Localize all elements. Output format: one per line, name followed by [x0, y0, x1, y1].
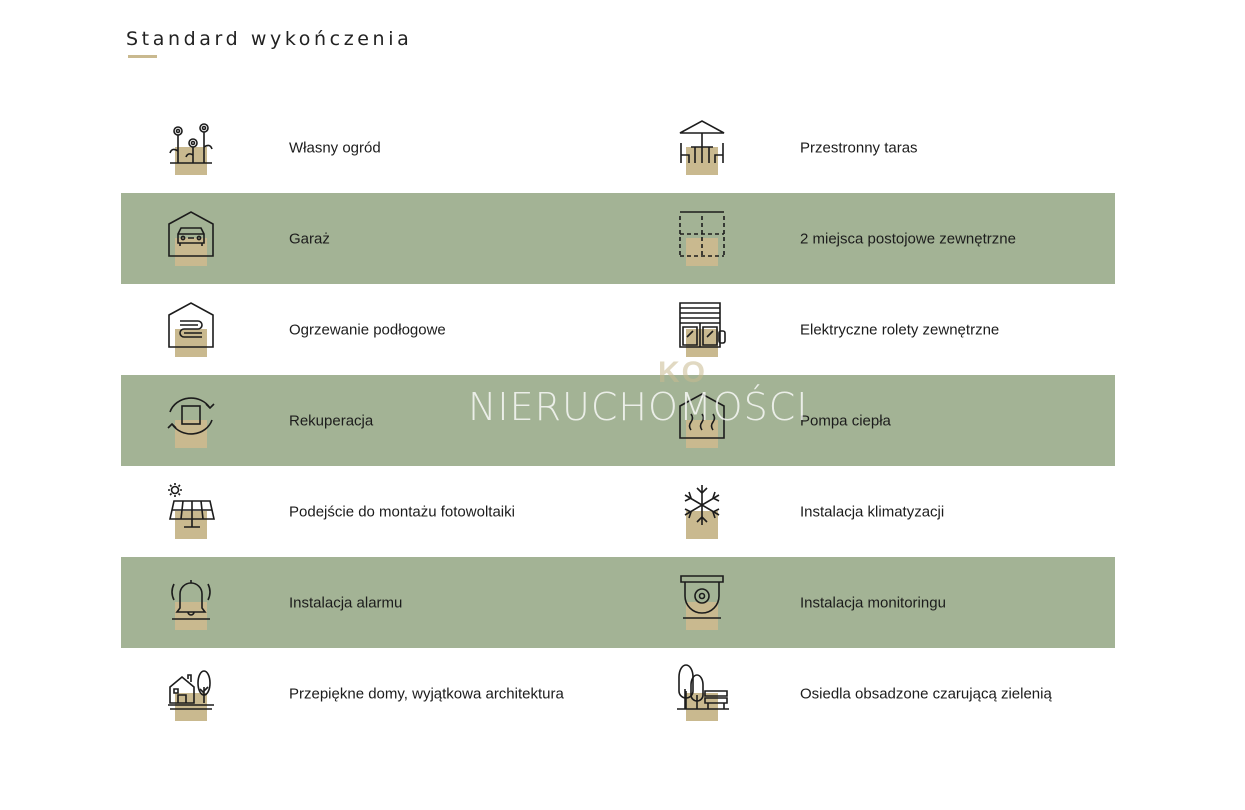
feature-row — [121, 557, 1115, 648]
feature-label: 2 miejsca postojowe zewnętrzne — [800, 230, 1016, 247]
feature-item-air-conditioning — [632, 466, 1115, 557]
snowflake-icon — [672, 483, 732, 541]
feature-label: Instalacja alarmu — [289, 594, 403, 611]
feature-label: Garaż — [289, 230, 330, 247]
page-title: Standard wykończenia — [126, 28, 413, 50]
feature-row — [121, 193, 1115, 284]
feature-item-garden — [121, 102, 621, 193]
feature-label: Osiedla obsadzone czarującą zielenią — [800, 685, 1052, 702]
feature-item-heat-pump — [632, 375, 1115, 466]
feature-item-photovoltaics — [121, 466, 621, 557]
cctv-camera-icon — [672, 574, 732, 632]
trees-bench-icon — [672, 665, 732, 723]
feature-label: Pompa ciepła — [800, 412, 891, 429]
feature-label: Instalacja monitoringu — [800, 594, 946, 611]
recuperation-icon — [161, 392, 221, 450]
feature-row — [121, 102, 1115, 193]
features-list — [121, 102, 1115, 739]
feature-label: Instalacja klimatyzacji — [800, 503, 945, 520]
feature-label: Elektryczne rolety zewnętrzne — [800, 321, 1000, 338]
feature-label: Rekuperacja — [289, 412, 374, 429]
roller-shutter-icon — [672, 301, 732, 359]
feature-label: Przepiękne domy, wyjątkowa architektura — [289, 685, 564, 702]
feature-item-parking — [632, 193, 1115, 284]
feature-item-roller-shutters — [632, 284, 1115, 375]
feature-item-alarm — [121, 557, 621, 648]
garage-car-icon — [161, 210, 221, 268]
feature-row — [121, 648, 1115, 739]
feature-item-monitoring — [632, 557, 1115, 648]
house-trees-icon — [161, 665, 221, 723]
floor-heating-icon — [161, 301, 221, 359]
watermark-text: NIERUCHOMOŚCI — [468, 385, 809, 429]
feature-item-recuperation — [121, 375, 621, 466]
feature-label: Własny ogród — [289, 139, 381, 156]
feature-row — [121, 284, 1115, 375]
feature-item-greenery — [632, 648, 1115, 739]
alarm-bell-icon — [161, 574, 221, 632]
terrace-umbrella-table-icon — [672, 119, 732, 177]
feature-label: Przestronny taras — [800, 139, 918, 156]
heat-pump-icon — [672, 392, 732, 450]
watermark-logo: KO — [658, 356, 707, 389]
title-underline — [128, 55, 157, 58]
feature-row — [121, 375, 1115, 466]
feature-label: Podejście do montażu fotowoltaiki — [289, 503, 515, 520]
solar-panel-icon — [161, 483, 221, 541]
feature-item-architecture — [121, 648, 621, 739]
feature-label: Ogrzewanie podłogowe — [289, 321, 446, 338]
feature-item-terrace — [632, 102, 1115, 193]
flowers-garden-icon — [161, 119, 221, 177]
feature-row — [121, 466, 1115, 557]
feature-item-garage — [121, 193, 621, 284]
feature-item-floor-heating — [121, 284, 621, 375]
parking-spaces-icon — [672, 210, 732, 268]
